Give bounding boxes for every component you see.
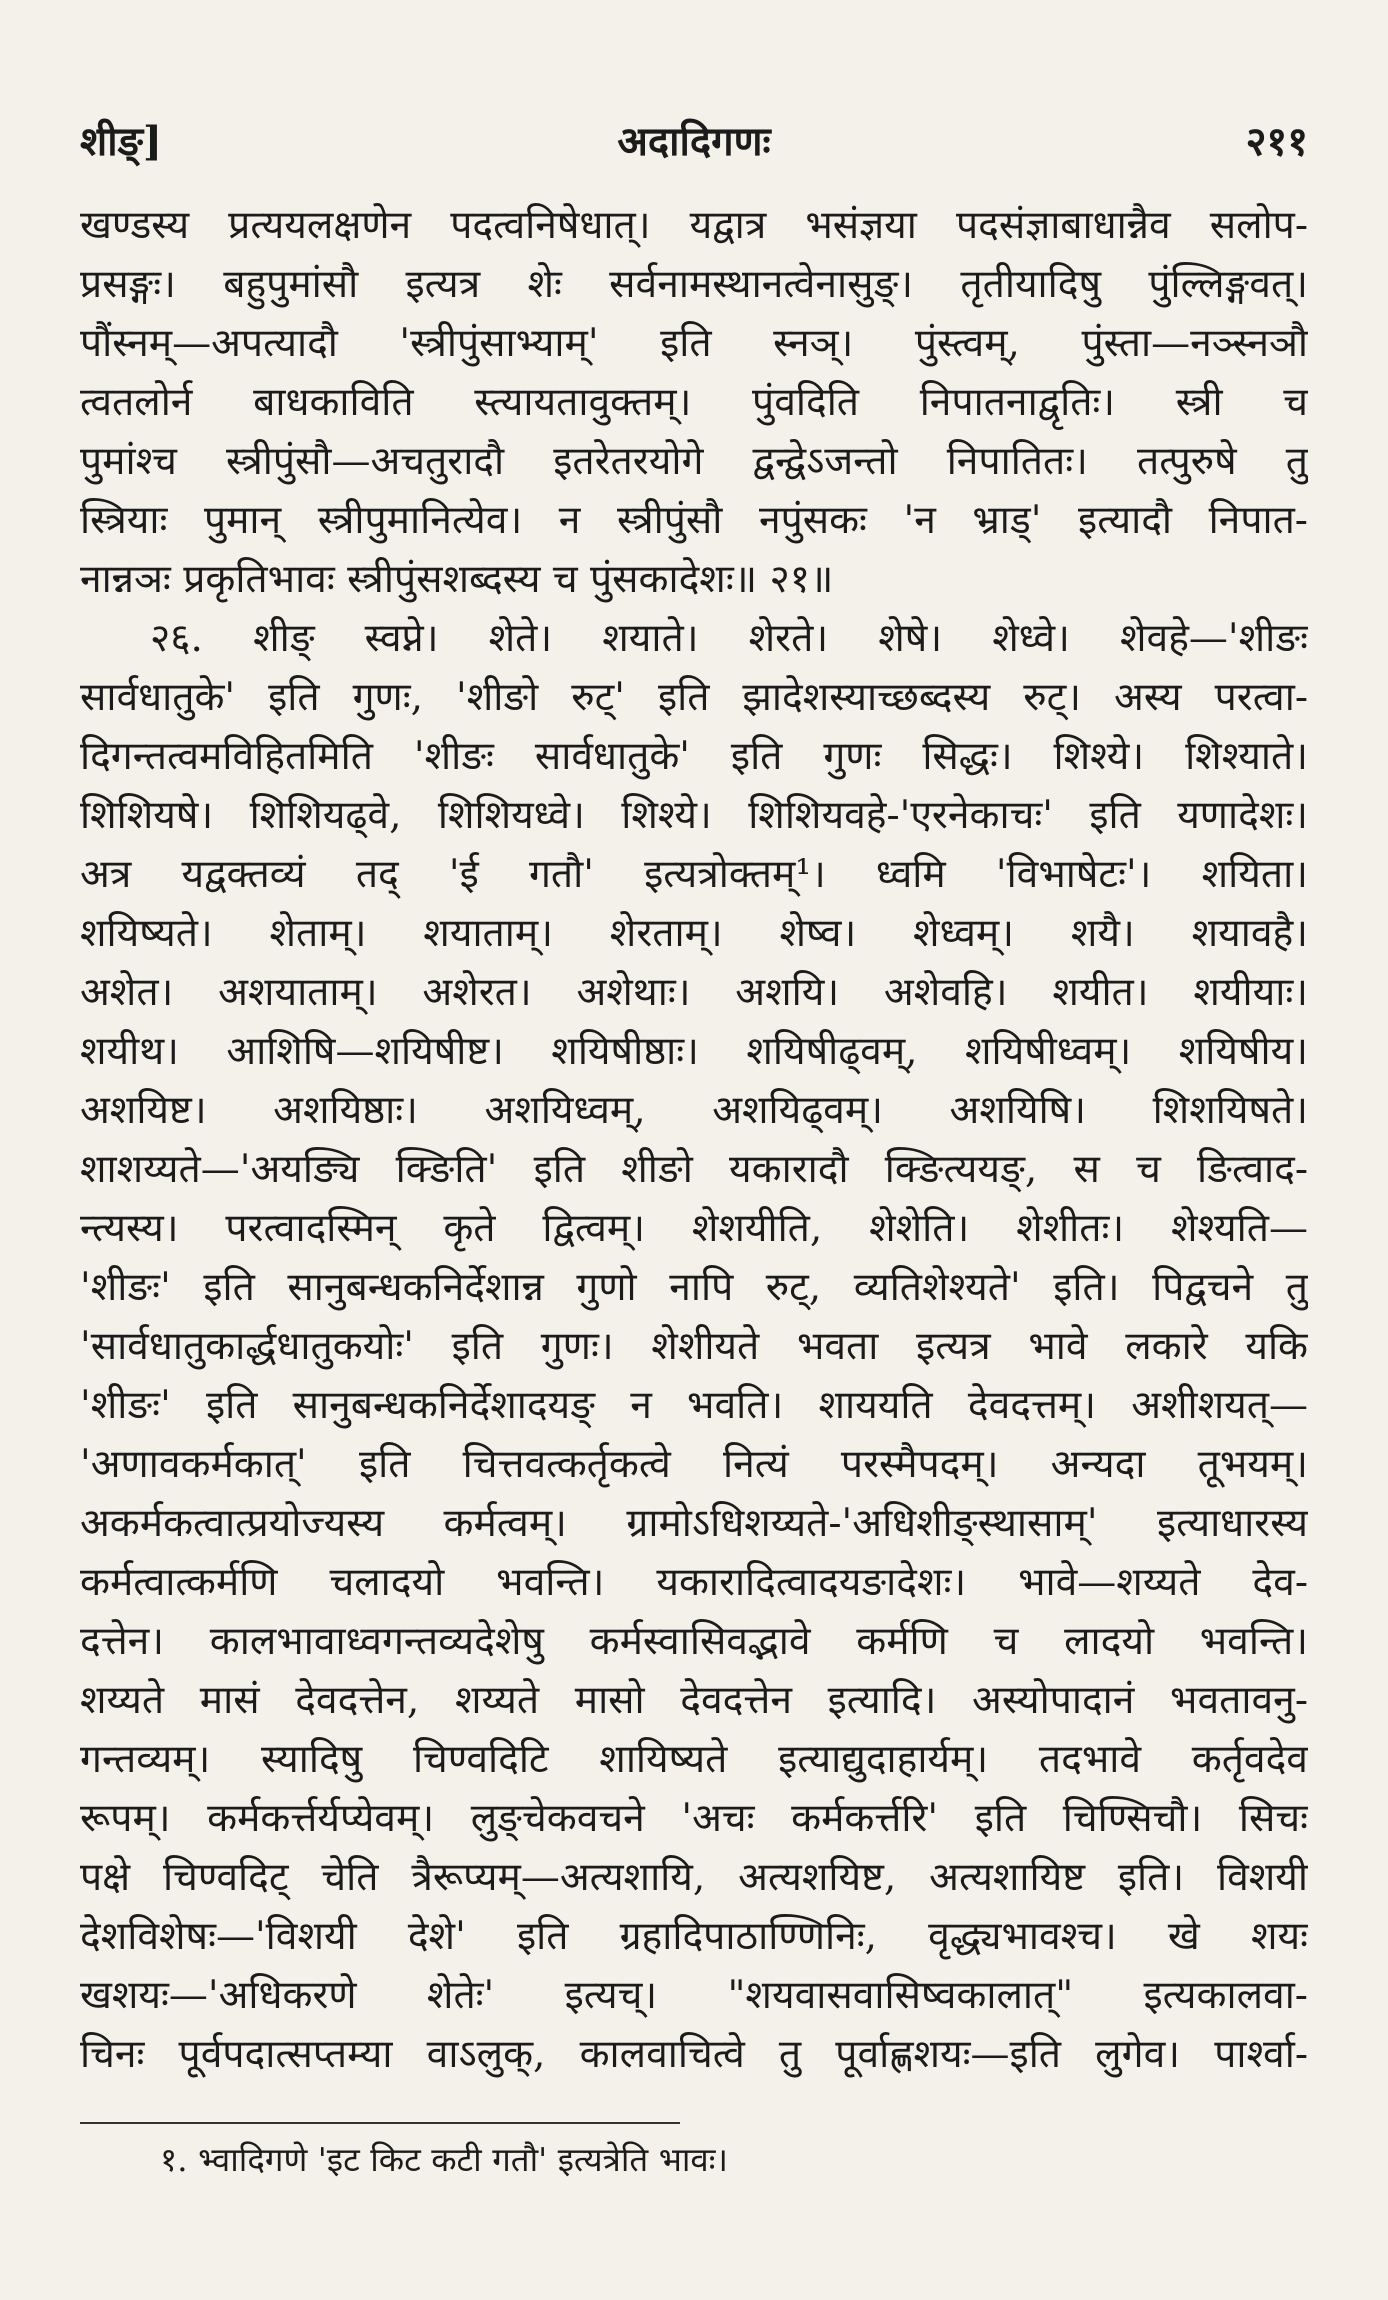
text-line: प्रसङ्गः। बहुपुमांसौ इत्यत्र शेः सर्वनामस्थानत्वेनासुङ्। तृतीयादिषु पुंल्लिङ्गवत्। (80, 262, 1308, 307)
text-line: शिशियषे। शिशियढ्वे, शिशियध्वे। शिश्ये। शिशियवहे-'एरनेकाचः' इति यणादेशः। (80, 793, 1308, 838)
text-line: दत्तेन। कालभावाध्वगन्तव्यदेशेषु कर्मस्वासिवद्भावे कर्मणि च लादयो भवन्ति। (80, 1619, 1308, 1664)
text-line: खशयः—'अधिकरणे शेतेः' इत्यच्। "शयवासवासिष्वकालात्" इत्यकालवा- (80, 1973, 1308, 2018)
footnote-divider (80, 2122, 680, 2124)
text-line: न्त्यस्य। परत्वादस्मिन् कृते द्वित्वम्। शेशयीति, शेशेति। शेशीतः। शेश्यति— (80, 1206, 1308, 1251)
text-line: देशविशेषः—'विशयी देशे' इति ग्रहादिपाठाण्णिनिः, वृद्ध्यभावश्च। खे शयः (80, 1914, 1308, 1959)
text-line: स्त्रियाः पुमान् स्त्रीपुमानित्येव। न स्त्रीपुंसौ नपुंसकः 'न भ्राड्' इत्यादौ निपात- (80, 498, 1308, 543)
text-line: कर्मत्वात्कर्मणि चलादयो भवन्ति। यकारादित्वादयङादेशः। भावे—शय्यते देव- (80, 1560, 1308, 1605)
footnote: १. भ्वादिगणे 'इट किट कटी गतौ' इत्यत्रेति भावः। (160, 2140, 728, 2179)
text-line: अत्र यद्वक्तव्यं तद् 'ई गतौ' इत्यत्रोक्तम्¹। ध्वमि 'विभाषेटः'। शयिता। (80, 852, 1308, 897)
page-body (80, 196, 1308, 2084)
text-line: २६. शीङ् स्वप्ने। शेते। शयाते। शेरते। शेषे। शेध्वे। शेवहे—'शीङः (150, 616, 1308, 661)
header-root-label: शीङ्] (80, 118, 162, 165)
text-line: पक्षे चिण्वदिट् चेति त्रैरूप्यम्—अत्यशायि, अत्यशयिष्ट, अत्यशायिष्ट इति। विशयी (80, 1855, 1308, 1900)
text-line: शाशय्यते—'अयङ्यि क्ङिति' इति शीङो यकारादौ क्ङित्ययङ्, स च ङित्वाद- (80, 1147, 1308, 1192)
text-line: अशयिष्ट। अशयिष्ठाः। अशयिध्वम्, अशयिढ्वम्। अशयिषि। शिशयिषते। (80, 1088, 1308, 1133)
text-line: 'अणावकर्मकात्' इति चित्तवत्कर्तृकत्वे नित्यं परस्मैपदम्। अन्यदा तूभयम्। (80, 1442, 1308, 1487)
text-line: त्वतलोर्न बाधकाविति स्त्यायतावुक्तम्। पुंवदिति निपातनाद्वृतिः। स्त्री च (80, 380, 1308, 425)
text-line: सार्वधातुके' इति गुणः, 'शीङो रुट्' इति झादेशस्याच्छब्दस्य रुट्। अस्य परत्वा- (80, 675, 1308, 720)
text-line: शयीथ। आशिषि—शयिषीष्ट। शयिषीष्ठाः। शयिषीढ्वम्, शयिषीध्वम्। शयिषीय। (80, 1029, 1308, 1074)
text-line: रूपम्। कर्मकर्त्तर्यप्येवम्। लुङ्चेकवचने 'अचः कर्मकर्त्तरि' इति चिण्सिचौ। सिचः (80, 1796, 1308, 1841)
text-line: 'शीङः' इति सानुबन्धकनिर्देशान्न गुणो नापि रुट्, व्यतिशेश्यते' इति। पिद्वचने तु (80, 1265, 1308, 1310)
page-header (80, 112, 1308, 168)
text-line: 'सार्वधातुकार्द्धधातुकयोः' इति गुणः। शेशीयते भवता इत्यत्र भावे लकारे यकि (80, 1324, 1308, 1369)
text-line: शय्यते मासं देवदत्तेन, शय्यते मासो देवदत्तेन इत्यादि। अस्योपादानं भवतावनु- (80, 1678, 1308, 1723)
text-line: पौंस्नम्—अपत्यादौ 'स्त्रीपुंसाभ्याम्' इति स्नञ्। पुंस्त्वम्, पुंस्ता—नञ्स्नञौ (80, 321, 1308, 366)
text-line: शयिष्यते। शेताम्। शयाताम्। शेरताम्। शेष्व। शेध्वम्। शयै। शयावहै। (80, 911, 1308, 956)
text-line: नान्नञः प्रकृतिभावः स्त्रीपुंसशब्दस्य च पुंसकादेशः॥ २१॥ (80, 557, 834, 602)
header-section-title: अदादिगणः (617, 118, 771, 165)
text-line: पुमांश्च स्त्रीपुंसौ—अचतुरादौ इतरेतरयोगे द्वन्द्वेऽजन्तो निपातितः। तत्पुरुषे तु (80, 439, 1308, 484)
text-line: 'शीङः' इति सानुबन्धकनिर्देशादयङ् न भवति। शाययति देवदत्तम्। अशीशयत्— (80, 1383, 1308, 1428)
text-line: गन्तव्यम्। स्यादिषु चिण्वदिटि शायिष्यते इत्याद्युदाहार्यम्। तदभावे कर्तृवदेव (80, 1737, 1308, 1782)
text-line: अकर्मकत्वात्प्रयोज्यस्य कर्मत्वम्। ग्रामोऽधिशय्यते-'अधिशीङ्स्थासाम्' इत्याधारस्य (80, 1501, 1308, 1546)
text-line: चिनः पूर्वपदात्सप्तम्या वाऽलुक्, कालवाचित्वे तु पूर्वाह्णशयः—इति लुगेव। पार्श्वा- (80, 2032, 1308, 2077)
text-line: खण्डस्य प्रत्ययलक्षणेन पदत्वनिषेधात्। यद्वात्र भसंज्ञया पदसंज्ञाबाधान्नैव सलोप- (80, 203, 1308, 248)
text-line: दिगन्तत्वमविहितमिति 'शीङः सार्वधातुके' इति गुणः सिद्धः। शिश्ये। शिश्याते। (80, 734, 1308, 779)
header-page-number: २११ (1245, 118, 1308, 165)
text-line: अशेत। अशयाताम्। अशेरत। अशेथाः। अशयि। अशेवहि। शयीत। शयीयाः। (80, 970, 1308, 1015)
